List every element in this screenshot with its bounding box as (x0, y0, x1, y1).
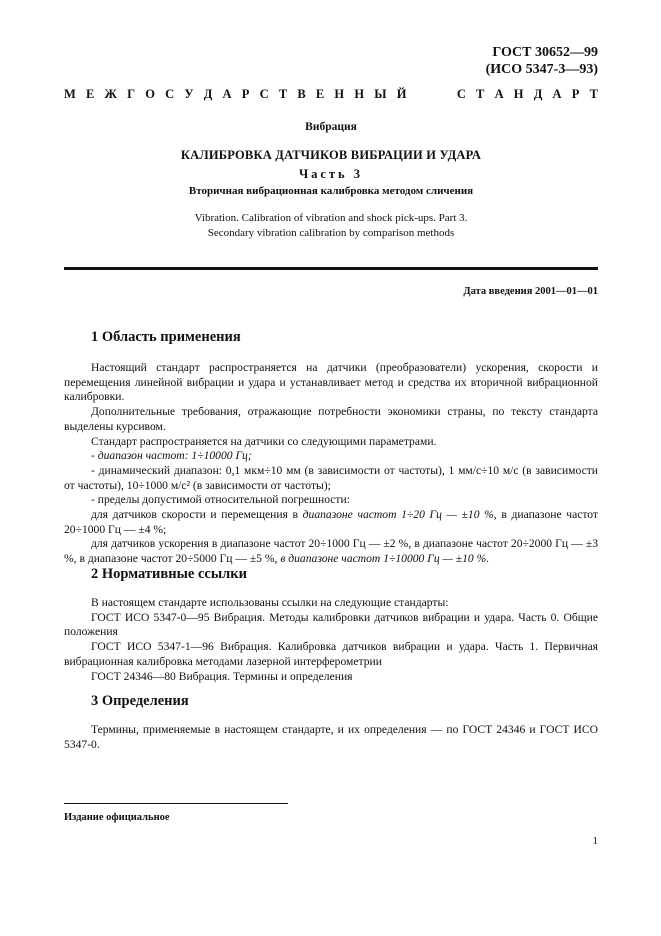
english-title-line1: Vibration. Calibration of vibration and shock pick-ups. Part 3. (194, 212, 468, 224)
section-3-body (64, 723, 598, 752)
banner-letter: А (494, 87, 504, 101)
banner-letter: Т (589, 87, 598, 101)
english-title (64, 211, 598, 241)
banner-letter: Т (476, 87, 485, 101)
banner-letter: М (64, 87, 76, 101)
page-number: 1 (592, 835, 598, 847)
text-run: для датчиков скорости и перемещения в (91, 508, 303, 522)
title-topic: Вибрация (305, 121, 357, 133)
banner-letter: Р (571, 87, 580, 101)
frequency-range-text: - диапазон частот: 1÷10000 Гц; (91, 449, 252, 463)
section-2-heading: 2 Нормативные ссылки (91, 566, 247, 582)
banner-letter: А (552, 87, 562, 101)
banner-letter: Н (334, 87, 345, 101)
text-run: для датчиков ускорения в диапазоне частот 20÷1000 Гц — ±2 %, в диапазоне частот 20÷2000 Гц — ±3 %, в диапазоне частот 20÷5000 Гц — ±5 %, (64, 537, 598, 566)
paragraph: - динамический диапазон: 0,1 мкм÷10 мм (в зависимости от частоты), 1 мм/с÷10 м/с (в зависимости от частоты), 10÷1000 м/с² (в зависимости от частоты); (64, 463, 598, 492)
paragraph (64, 537, 598, 566)
banner-letter: С (259, 87, 269, 101)
document-part: Часть 3 (298, 167, 364, 181)
banner-letter: Н (354, 87, 365, 101)
banner-letter: С (456, 87, 466, 101)
banner-letter: Е (86, 87, 95, 101)
paragraph: Стандарт распространяется на датчики со следующими параметрами. (91, 434, 437, 448)
banner-gap (417, 87, 447, 102)
title-divider (64, 267, 598, 270)
english-title-line2: Secondary vibration calibration by comparison methods (207, 227, 455, 239)
official-edition-label: Издание официальное (64, 812, 170, 823)
section-1-body (64, 361, 598, 567)
paragraph: Настоящий стандарт распространяется на датчики (преобразователи) ускорения, скорости и перемещения линейной вибрации и удара и устанавливает метод и средства их вторичной вибрационной калибровки. (64, 361, 598, 404)
section-3-heading: 3 Определения (91, 693, 189, 709)
banner-letter: Д (203, 87, 213, 101)
banner-letter: Р (241, 87, 250, 101)
interstate-standard-banner (64, 87, 598, 102)
text-run-italic: в диапазоне частот 1÷10000 Гц — ±10 %. (280, 552, 490, 566)
banner-letter: Ы (374, 87, 387, 101)
banner-letter: Е (315, 87, 325, 101)
standard-code-gost: ГОСТ 30652—99 (492, 45, 598, 60)
banner-letter: Ж (104, 87, 117, 101)
section-2-body (64, 596, 598, 684)
banner-letter: С (165, 87, 175, 101)
paragraph: В настоящем стандарте использованы ссылки на следующие стандарты: (91, 596, 449, 609)
banner-letter: Д (533, 87, 543, 101)
paragraph: ГОСТ ИСО 5347-0—95 Вибрация. Методы калибровки датчиков вибрации и удара. Часть 0. Общие положения (64, 610, 598, 639)
paragraph: ГОСТ 24346—80 Вибрация. Термины и определения (91, 669, 353, 683)
standard-code-iso: (ИСО 5347-3—93) (485, 62, 598, 77)
text-run: в диапазоне частот 20÷1000 Гц — ±4 %; (64, 508, 598, 536)
document-title: КАЛИБРОВКА ДАТЧИКОВ ВИБРАЦИИ И УДАРА (180, 148, 482, 162)
banner-letter: У (184, 87, 194, 101)
banner-letter: Н (513, 87, 524, 101)
text-run-italic: диапазоне частот 1÷20 Гц — ±10 %, (302, 508, 497, 522)
footer-divider (64, 803, 288, 804)
banner-letter: А (222, 87, 232, 101)
paragraph: - пределы допустимой относительной погрешности: (91, 493, 350, 507)
banner-letter: О (145, 87, 155, 101)
document-subtitle: Вторичная вибрационная калибровка методом сличения (188, 185, 474, 197)
section-1-heading: 1 Область применения (91, 329, 241, 345)
banner-letter: Г (127, 87, 136, 101)
paragraph (64, 508, 598, 537)
banner-letter: В (297, 87, 306, 101)
banner-letter: Й (396, 87, 407, 101)
paragraph: Термины, применяемые в настоящем стандарте, и их определения — по ГОСТ 24346 и ГОСТ ИСО 5347-0. (64, 723, 598, 751)
introduction-date: Дата введения 2001—01—01 (463, 286, 598, 297)
banner-letter: Т (278, 87, 288, 101)
standard-code (486, 44, 598, 78)
paragraph (64, 449, 598, 464)
paragraph: Дополнительные требования, отражающие потребности экономики страны, по тексту стандарта выделены курсивом. (64, 405, 598, 433)
paragraph: ГОСТ ИСО 5347-1—96 Вибрация. Калибровка датчиков вибрации и удара. Часть 1. Первичная вибрационная калибровка методами лазерной интерферометрии (64, 640, 598, 668)
